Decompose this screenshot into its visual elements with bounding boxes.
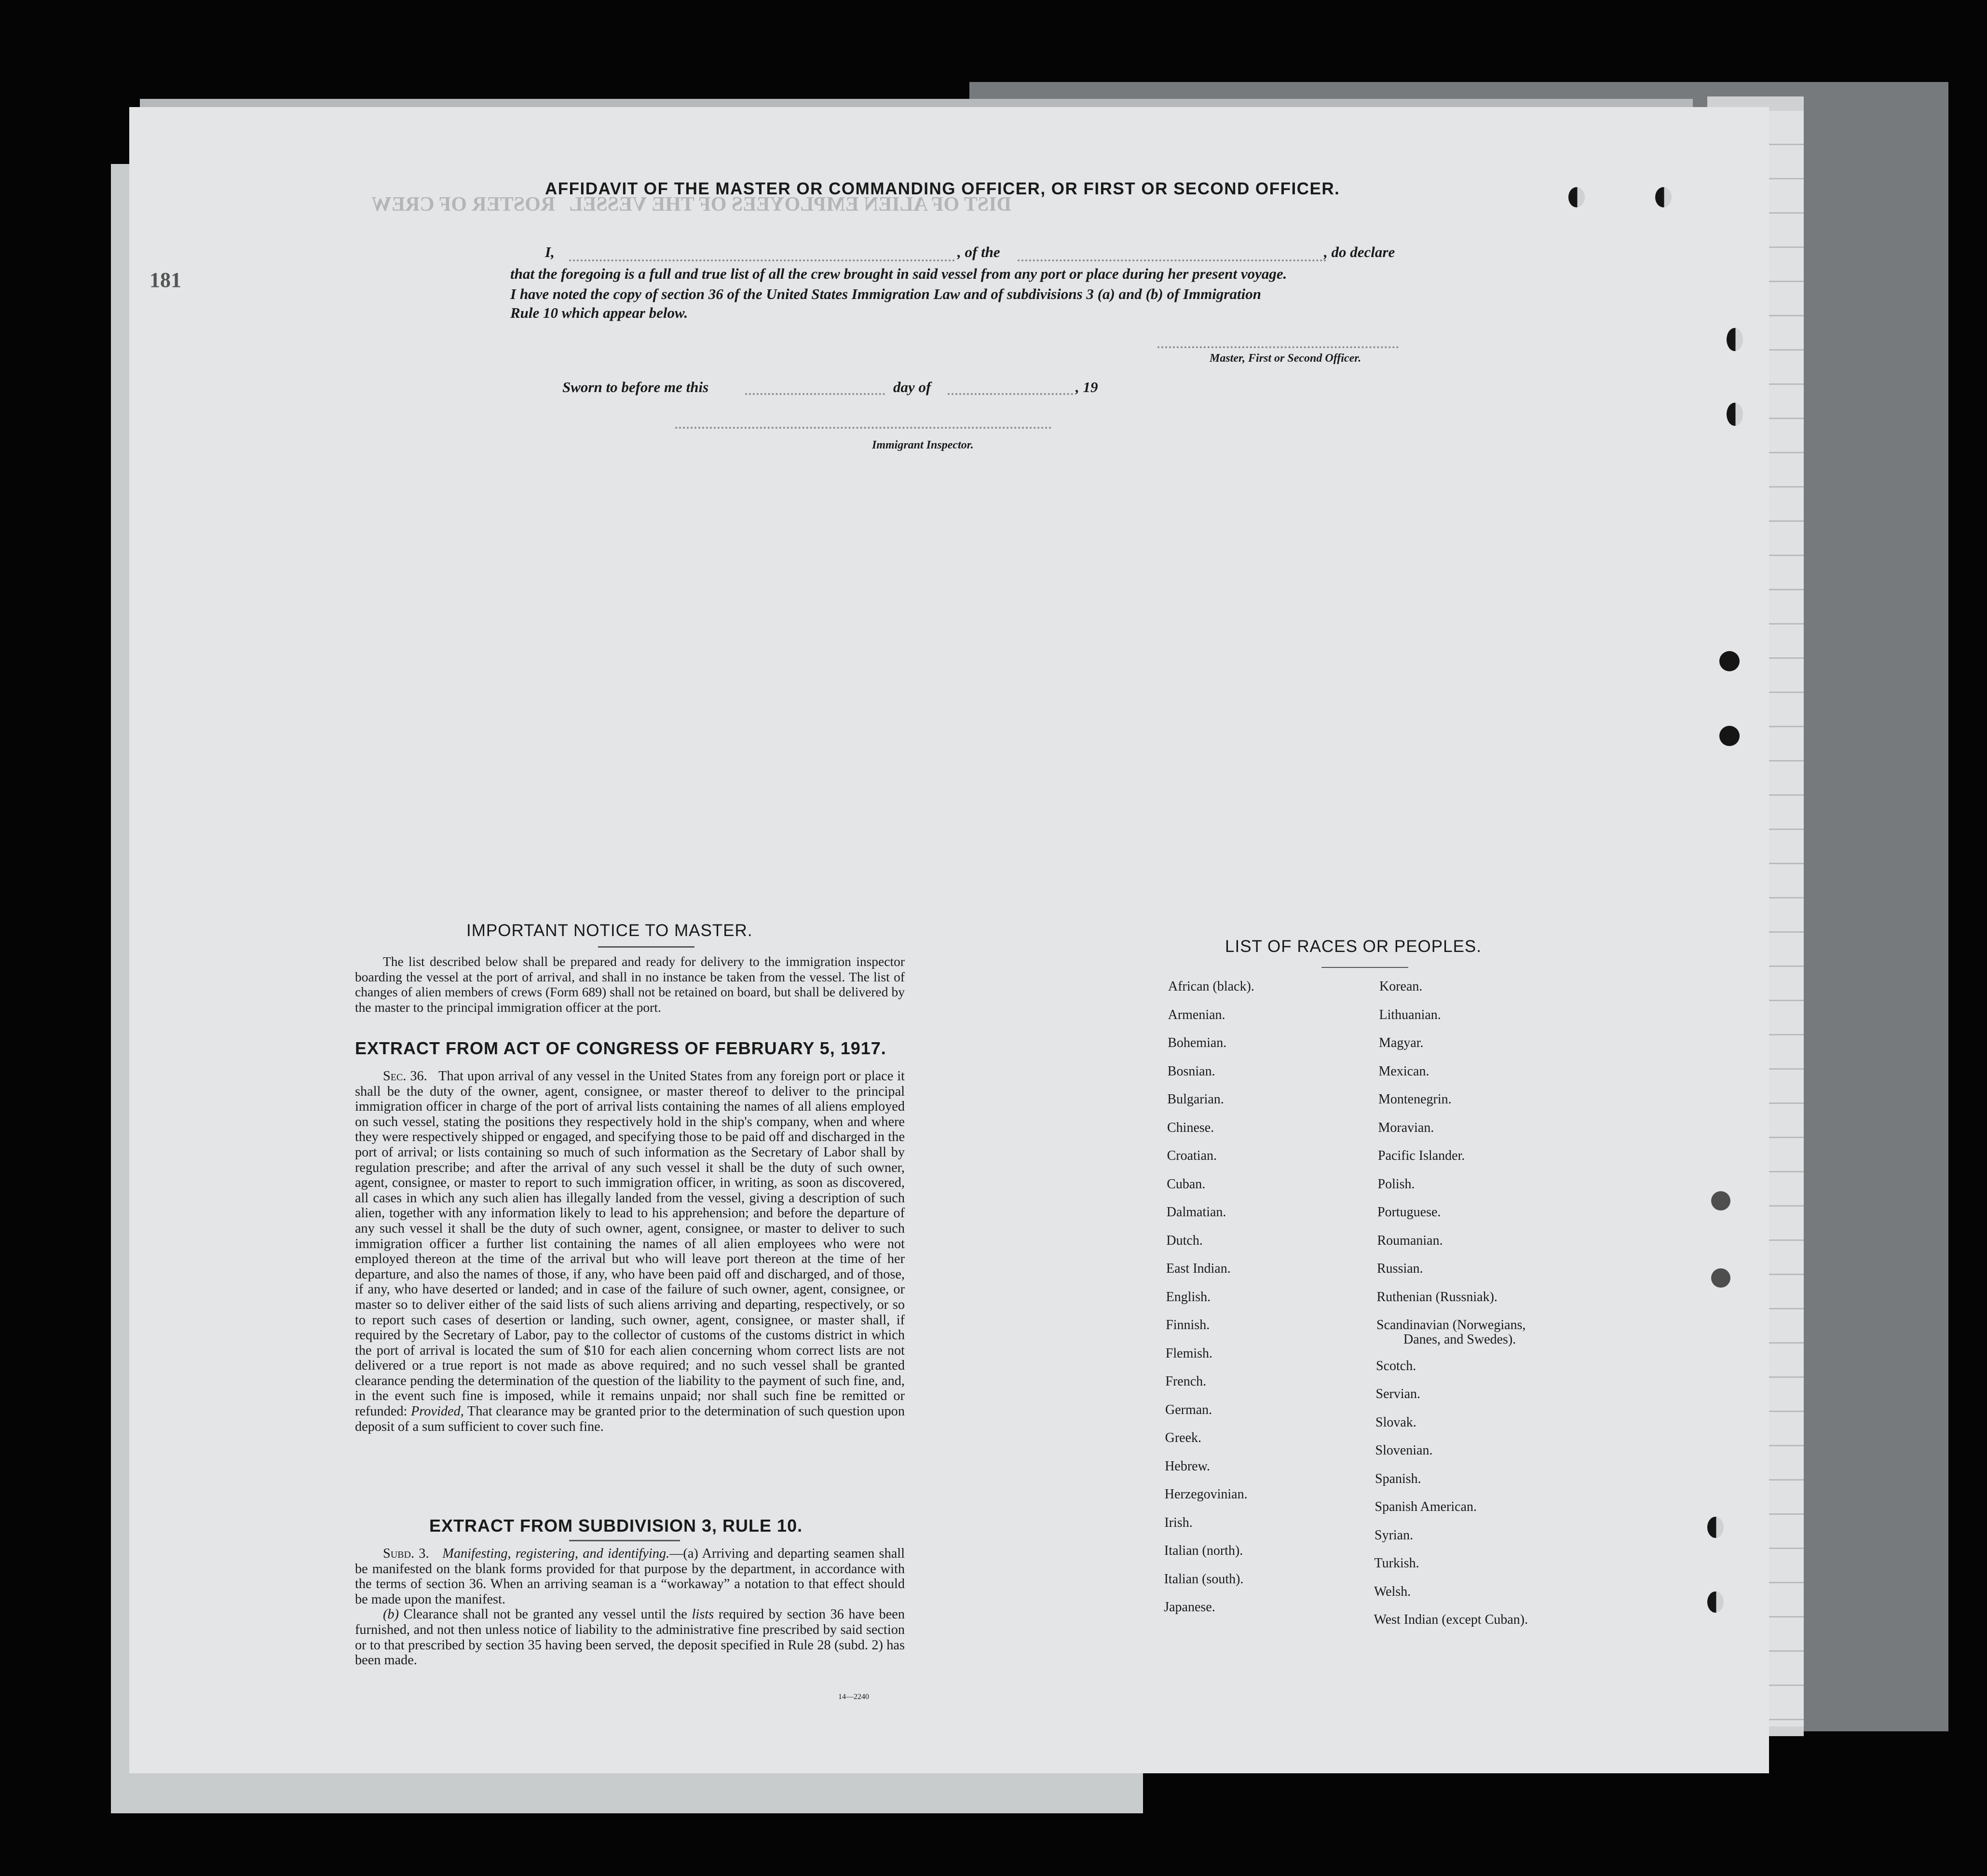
race-item: Korean. [1379, 979, 1423, 994]
race-item: Syrian. [1375, 1527, 1414, 1543]
race-item: Chinese. [1167, 1120, 1214, 1135]
race-item: Spanish American. [1375, 1499, 1477, 1514]
punch-hole [1707, 1591, 1724, 1613]
section-body: That upon arrival of any vessel in the United States from any foreign port or place it shall be the duty of the owner, agent, consignee, or master thereof to deliver to the principal immigration officer in charge of the port of arrival lists containing the names of all aliens employed on such vessel, stating the positions they respectively hold in the ship's company, when and where they were respectively shipped or engaged, and specifying those to be paid off and discharged in the port of arrival; or lists containing so much of such information as the Secretary of Labor shall by regulation prescribe; and after the arrival of any such vessel it shall be the duty of such owner, agent, consignee, or master to report to such immigration officer, in writing, as soon as discovered, all cases in which any such alien has illegally landed from the vessel, giving a description of such alien, together with any information likely to lead to his apprehension; and before the departure of any such vessel it shall be the duty of such owner, agent, consignee, or master to deliver to such immigration officer a further list containing the names of all alien employees who were not employed thereon at the time of the arrival but who will leave port thereon at the time of her departure, and also the names of those, if any, who have been paid off and discharged, and of those, if any, who have deserted or landed; and in case of the failure of such owner, agent, consignee, or master so to deliver either of the said lists of such aliens arriving and departing, respectively, or so to report such cases of desertion or landing, such owner, agent, consignee, or master shall, if required by the Secretary of Labor, pay to the collector of customs of the customs district in which the port of arrival is located the sum of $10 for each alien concerning whom correct lists are not delivered or a true report is not made as above required; and no such vessel shall be granted clearance pending the determination of the question of the liability to the payment of such fine, and, in the event such fine is imposed, while it remains unpaid; nor shall such fine be remitted or refunded: [355, 1069, 905, 1419]
race-item: Flemish. [1165, 1346, 1213, 1361]
race-item: West Indian (except Cuban). [1374, 1612, 1528, 1627]
notice-title-rule [598, 946, 694, 948]
race-item: Polish. [1377, 1176, 1415, 1192]
punch-hole [1711, 1191, 1730, 1210]
declaration-line-2: that the foregoing is a full and true list of all the crew brought in said vessel from any port or place during her present voyage. [510, 265, 1287, 282]
race-item: Spanish. [1375, 1471, 1421, 1486]
race-item: East Indian. [1166, 1261, 1231, 1276]
signature-caption: Master, First or Second Officer. [1210, 352, 1361, 365]
document-page [129, 107, 1769, 1773]
punch-hole [1711, 1268, 1730, 1288]
race-item: Irish. [1164, 1515, 1193, 1530]
rule-10-text [355, 1546, 905, 1668]
race-item: Bosnian. [1167, 1063, 1215, 1079]
declaration-of-the: , of the [957, 244, 1000, 260]
declaration-line-3: I have noted the copy of section 36 of the United States Immigration Law and of subdivisions 3 (a) and (b) of Immigration [510, 285, 1261, 302]
race-item: Italian (south). [1164, 1571, 1244, 1587]
race-item: Pacific Islander. [1378, 1148, 1465, 1163]
provided-word: Provided, [411, 1404, 464, 1419]
race-item: Bulgarian. [1167, 1092, 1224, 1107]
punch-hole [1707, 1517, 1724, 1538]
notice-title: IMPORTANT NOTICE TO MASTER. [466, 921, 753, 940]
subd-heading: Manifesting, registering, and identifying. [442, 1546, 670, 1561]
vessel-blank [1018, 259, 1326, 261]
race-item: Mexican. [1378, 1063, 1429, 1079]
signature-blank [1157, 346, 1399, 348]
race-item: Turkish. [1374, 1556, 1419, 1571]
race-item: Cuban. [1167, 1176, 1206, 1192]
declaration-line-4: Rule 10 which appear below. [510, 304, 688, 321]
race-item: African (black). [1168, 979, 1254, 994]
race-item: Hebrew. [1165, 1458, 1210, 1474]
races-title-rule [1321, 967, 1408, 968]
race-item: Herzegovinian. [1164, 1487, 1248, 1502]
race-item: Welsh. [1374, 1584, 1411, 1599]
race-item: Roumanian. [1377, 1233, 1443, 1248]
punch-hole [1727, 328, 1743, 351]
race-item: Portuguese. [1377, 1205, 1441, 1220]
day-blank [745, 393, 885, 395]
paragraph-b-label: (b) [383, 1607, 399, 1622]
race-item: Scandinavian (Norwegians, [1376, 1318, 1526, 1332]
affidavit-title: AFFIDAVIT OF THE MASTER OR COMMANDING OFFICER, OR FIRST OR SECOND OFFICER. [545, 179, 1340, 198]
form-number: 14—2240 [838, 1693, 869, 1701]
name-blank [569, 259, 955, 261]
paragraph-b-start: Clearance shall not be granted any vessel until the [403, 1607, 687, 1622]
race-item: Finnish. [1166, 1318, 1210, 1332]
race-item: Slovak. [1375, 1414, 1416, 1430]
race-item: Dutch. [1166, 1233, 1203, 1248]
extract-rule-title: EXTRACT FROM SUBDIVISION 3, RULE 10. [429, 1516, 803, 1536]
race-item: Croatian. [1167, 1148, 1217, 1163]
paragraph-a: —(a) Arriving and departing seamen shall be manifested on the blank forms provided for that purpose by the department, in accordance with the terms of section 36. When an arriving seaman is a “workaway” a notation to that effect should be made upon the manifest. [355, 1546, 905, 1607]
extract-act-title: EXTRACT FROM ACT OF CONGRESS OF FEBRUARY 5, 1917. [355, 1038, 886, 1058]
sworn-text: Sworn to before me this [562, 379, 709, 395]
race-item: Scotch. [1376, 1358, 1416, 1373]
punch-hole [1719, 726, 1740, 746]
notice-paragraph: The list described below shall be prepared and ready for delivery to the immigration inspector boarding the vessel at the port of arrival, and shall in no instance be taken from the vessel. The list of changes of alien members of crews (Form 689) shall not be retained on board, but shall be delivered by the master to the principal immigration officer at the port. [355, 954, 905, 1015]
race-item: Moravian. [1378, 1120, 1434, 1135]
punch-hole [1727, 403, 1743, 426]
bleed-through-text: DIST OF ALIEN EMPLOYEES OF THE VESSEL ROSTER OF CREW [371, 193, 1011, 216]
race-item: Servian. [1375, 1387, 1421, 1401]
race-item: Dalmatian. [1166, 1205, 1226, 1220]
declaration-i: I, [545, 244, 555, 260]
inspector-signature-blank [675, 427, 1051, 429]
punch-hole [1655, 187, 1672, 207]
race-item: Magyar. [1379, 1035, 1424, 1050]
race-item: Armenian. [1168, 1007, 1225, 1022]
race-item: French. [1165, 1374, 1207, 1389]
race-item: Japanese. [1164, 1600, 1215, 1615]
notice-body [355, 954, 905, 1015]
inspector-caption: Immigrant Inspector. [872, 439, 974, 451]
race-item: German. [1165, 1402, 1212, 1417]
race-item: Montenegrin. [1378, 1092, 1452, 1107]
punch-hole [1719, 651, 1740, 671]
race-item: Lithuanian. [1379, 1007, 1441, 1022]
month-blank [948, 393, 1073, 395]
day-of-text: day of [893, 379, 931, 395]
section-body-end: That clearance may be granted prior to the determination of such question upon deposit of a sum sufficient to cover such fine. [355, 1404, 905, 1434]
declaration-do-declare: , do declare [1324, 244, 1395, 260]
race-item: Ruthenian (Russniak). [1376, 1289, 1497, 1305]
race-item: Russian. [1377, 1261, 1423, 1276]
section-36-text [355, 1069, 905, 1434]
races-title: LIST OF RACES OR PEOPLES. [1225, 937, 1482, 956]
race-item: Bohemian. [1168, 1035, 1227, 1050]
subd-label: Subd. 3. [383, 1546, 429, 1561]
extract-rule-title-rule [569, 1540, 680, 1541]
race-item: Italian (north). [1164, 1543, 1243, 1558]
year-text: , 19 [1075, 379, 1098, 395]
paragraph-b-end: required by section 36 have been furnished, and not then unless notice of liability to the administrative fine prescribed by said section or to that prescribed by section 35 having been served, the deposit specified in Rule 28 (subd. 2) has been made. [355, 1607, 905, 1668]
race-item: English. [1166, 1289, 1211, 1305]
punch-hole [1568, 187, 1585, 207]
race-item: Slovenian. [1375, 1443, 1433, 1458]
margin-mark: 181 [150, 268, 181, 292]
section-label: Sec. 36. [383, 1069, 427, 1084]
race-item: Greek. [1165, 1430, 1201, 1445]
race-item-continuation: Danes, and Swedes). [1403, 1332, 1516, 1347]
lists-word: lists [692, 1607, 714, 1622]
